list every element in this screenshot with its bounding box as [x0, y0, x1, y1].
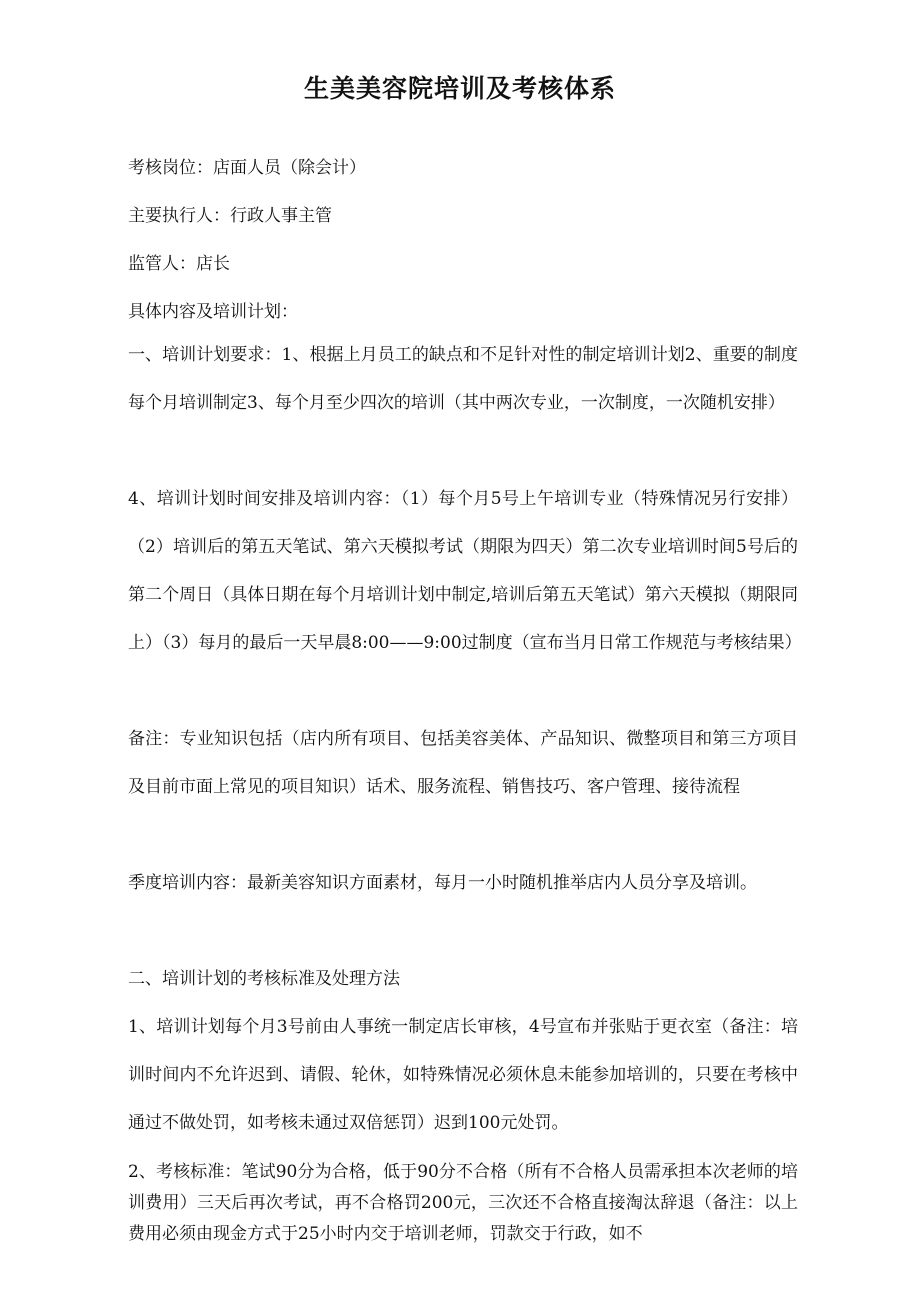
- paragraph-executor: 主要执行人：行政人事主管: [128, 206, 332, 226]
- paragraph-note: 备注：专业知识包括（店内所有项目、包括美容美体、产品知识、微整项目和第三方项目及目前市面上常见的项目知识）话术、服务流程、销售技巧、客户管理、接待流程: [128, 729, 798, 797]
- paragraph-rule-two: 2、考核标准：笔试90分为合格，低于90分不合格（所有不合格人员需承担本次老师的培训费用）三天后再次考试，再不合格罚200元，三次还不合格直接淘汰辞退（备注：以上费用必须由现金方式于25小时内交于培训老师，罚款交于行政，如不: [128, 1162, 798, 1244]
- paragraph-plan-heading: 具体内容及培训计划：: [128, 302, 298, 322]
- paragraph-schedule: 4、培训计划时间安排及培训内容：（1）每个月5号上午培训专业（特殊情况另行安排）（2）培训后的第五天笔试、第六天模拟考试（期限为四天）第二次专业培训时间5号后的第二个周日（具体日期在每个月培训计划中制定,培训后第五天笔试）第六天模拟（期限同上）（3）每月的最后一天早晨8:00——9:00过制度（宣布当月日常工作规范与考核结果）: [128, 489, 802, 653]
- paragraph-exam-position: 考核岗位：店面人员（除会计）: [128, 158, 366, 178]
- paragraph-section-two: 二、培训计划的考核标准及处理方法: [128, 969, 400, 989]
- paragraph-supervisor: 监管人：店长: [128, 254, 230, 274]
- paragraph-rule-one: 1、培训计划每个月3号前由人事统一制定店长审核，4号宣布并张贴于更衣室（备注：培训时间内不允许迟到、请假、轮休，如特殊情况必须休息未能参加培训的，只要在考核中通过不做处罚，如考核未通过双倍惩罚）迟到100元处罚。: [128, 1017, 798, 1133]
- paragraph-section-one: 一、培训计划要求：1、根据上月员工的缺点和不足针对性的制定培训计划2、重要的制度每个月培训制定3、每个月至少四次的培训（其中两次专业，一次制度，一次随机安排）: [128, 345, 798, 413]
- paragraph-quarterly: 季度培训内容：最新美容知识方面素材，每月一小时随机推举店内人员分享及培训。: [128, 873, 757, 893]
- document-title: 生美美容院培训及考核体系: [303, 73, 616, 103]
